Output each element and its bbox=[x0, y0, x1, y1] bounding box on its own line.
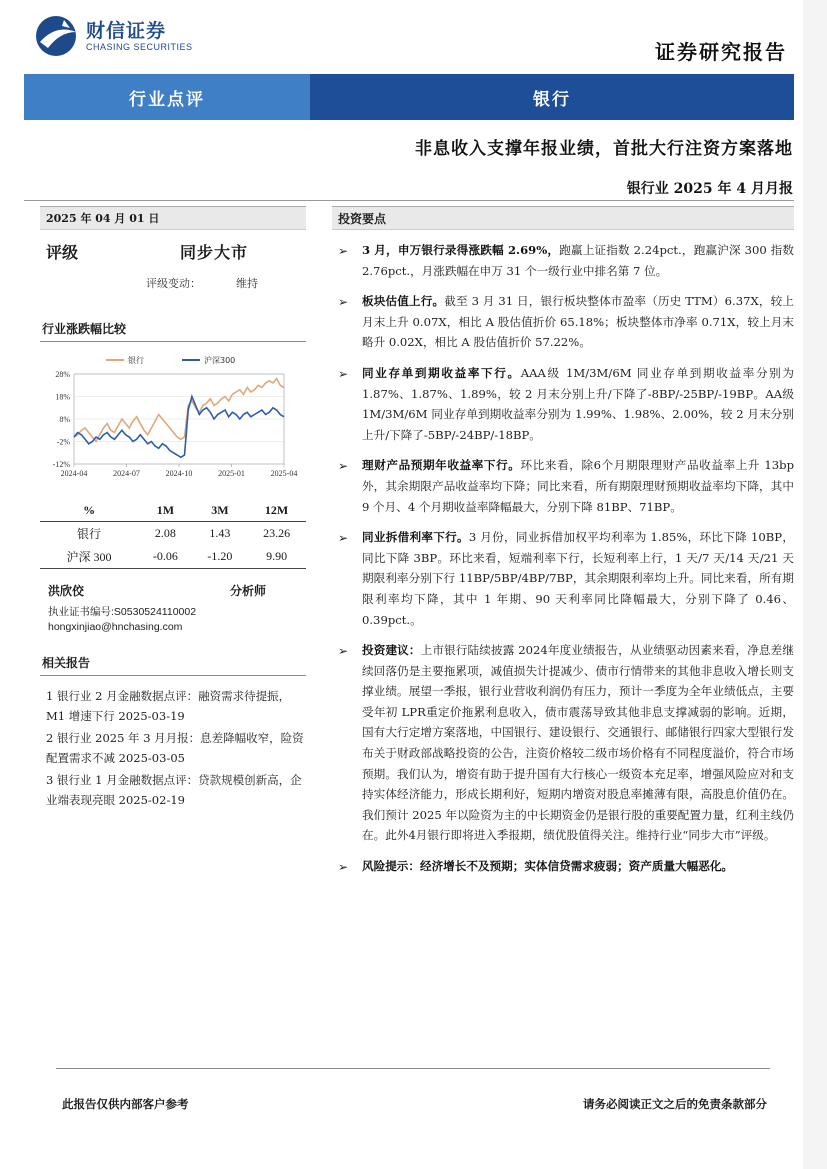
report-subline: 银行业 2025 年 4 月月报 bbox=[626, 181, 793, 197]
related-reports-list bbox=[40, 686, 306, 810]
logo-english-name: CHASING SECURITIES bbox=[86, 42, 193, 52]
banner-report-type: 行业点评 bbox=[24, 74, 310, 120]
key-point bbox=[332, 291, 794, 353]
table-cell: 23.26 bbox=[263, 526, 291, 540]
table-cell: 1.43 bbox=[209, 526, 231, 540]
chart-y-tick-label: 8% bbox=[59, 415, 70, 424]
arrow-bullet-icon: ➢ bbox=[338, 860, 349, 875]
chart-x-tick-label: 2024-07 bbox=[113, 469, 140, 478]
rating-change-row bbox=[40, 275, 306, 291]
chart-y-tick-label: -12% bbox=[52, 460, 70, 469]
related-reports-title: 相关报告 bbox=[40, 654, 306, 676]
arrow-bullet-icon: ➢ bbox=[338, 459, 349, 474]
page-edge-shade bbox=[803, 0, 827, 1169]
report-date: 2025 年 04 月 01 日 bbox=[40, 206, 306, 230]
table-header-cell: % bbox=[40, 500, 138, 522]
arrow-bullet-icon: ➢ bbox=[338, 531, 349, 546]
analyst-contact bbox=[48, 605, 306, 635]
key-points-title: 投资要点 bbox=[332, 206, 794, 230]
line-chart-svg bbox=[40, 346, 306, 486]
rating-label: 评级 bbox=[46, 243, 79, 262]
chart-section-title: 行业涨跌幅比较 bbox=[40, 320, 306, 342]
key-points-list bbox=[332, 240, 794, 877]
table-row bbox=[40, 522, 306, 546]
chart-x-tick-label: 2024-04 bbox=[60, 469, 88, 478]
rating-change-label: 评级变动： bbox=[146, 277, 201, 290]
key-point-lead: 风险提示：经济增长不及预期；实体信贷需求疲弱；资产质量大幅恶化。 bbox=[362, 859, 734, 874]
key-point bbox=[332, 856, 794, 877]
analyst-email[interactable]: hongxinjiao@hnchasing.com bbox=[48, 621, 183, 633]
key-point bbox=[332, 640, 794, 846]
analyst-block bbox=[48, 582, 306, 635]
rating-row bbox=[40, 240, 306, 263]
key-point-text: 上市银行陆续披露 2024年度业绩报告，从业绩驱动因素来看，净息差继续回落仍是主要拖累项，减值损失计提减少、债市行情带来的其他非息收入增长则支撑业绩。展望一季报，银行业营收利润仍有压力，预计一季度为全年业绩低点，主要受年初 LPR重定价拖累利息收入，债市震荡导致其他非息支撑减弱的影响。近期，国有大行定增方案落地，中国银行、建设银行、交通银行、邮储银行四家大型银行发布关于财政部战略投资的公告，注资价格较二级市场价格有不同程度溢价，符合市场预期。我们认为，增资有助于提升国有大行核心一级资本充足率，增强风险应对和支持实体经济能力，形成长期利好，短期内增资对股息率摊薄有限，高股息价值仍在。我们预计 2025 年以险资为主的中长期资金仍是银行股的重要配置力量，红利主线仍在。此外4月银行即将进入季报期，绩优股值得关注。维持行业“同步大市”评级。 bbox=[362, 643, 794, 843]
logo-chinese-name: 财信证券 bbox=[86, 20, 167, 42]
industry-performance-chart bbox=[40, 346, 306, 486]
header-divider bbox=[24, 200, 794, 201]
key-point-text: 截至 3 月 31 日，银行板块整体市盈率（历史 TTM）6.37X，较上月末上升 0.07X，相比 A 股估值折价 65.18%；板块整体市净率 0.71X，较上月末略升 0.02X，相比 A 股估值折价 57.22%。 bbox=[362, 294, 794, 350]
banner-industry: 银行 bbox=[310, 74, 794, 120]
logo-mark-icon bbox=[34, 14, 80, 58]
related-reports bbox=[40, 654, 306, 812]
arrow-bullet-icon: ➢ bbox=[338, 644, 349, 659]
chart-x-tick-label: 2025-04 bbox=[270, 469, 298, 478]
key-point-text: 跑赢上证指数 2.24pct.，跑赢沪深 300 指数 2.76pct.，月涨跌幅在申万 31 个一级行业中排名第 7 位。 bbox=[362, 243, 794, 278]
list-item[interactable]: 3 银行业 1 月金融数据点评：贷款规模创新高，企业端表现亮眼 2025-02-19 bbox=[46, 773, 302, 807]
arrow-bullet-icon: ➢ bbox=[338, 244, 349, 258]
table-row bbox=[40, 545, 306, 569]
key-point bbox=[332, 527, 794, 630]
footer-notice: 此报告仅供内部客户参考 bbox=[62, 1097, 189, 1111]
rating-value: 同步大市 bbox=[180, 243, 249, 262]
category-banner bbox=[24, 74, 794, 120]
chart-y-tick-label: 28% bbox=[55, 370, 70, 379]
key-point bbox=[332, 240, 794, 281]
list-item[interactable]: 2 银行业 2025 年 3 月月报：息差降幅收窄，险资配置需求不减 2025-03-05 bbox=[46, 731, 304, 765]
chart-legend-label: 银行 bbox=[128, 356, 144, 365]
chart-y-tick-label: 18% bbox=[55, 392, 70, 402]
table-header-row bbox=[40, 500, 306, 522]
footer-disclaimer: 请务必阅读正文之后的免责条款部分 bbox=[583, 1097, 767, 1111]
key-point-lead: 投资建议： bbox=[362, 643, 421, 658]
key-point-text: 环比来看，除6个月期限理财产品收益率上升 13bp 外，其余期限产品收益率均下降；同比来看，所有期限理财预期收益率均下降，其中 9 个月、4 个月期收益率降幅最大，分别下降 81BP、71BP。 bbox=[362, 458, 794, 514]
chart-x-tick-label: 2025-01 bbox=[218, 469, 245, 478]
chart-legend-label: 沪深300 bbox=[204, 356, 236, 365]
company-logo bbox=[34, 14, 214, 58]
arrow-bullet-icon: ➢ bbox=[338, 295, 349, 310]
table-cell: 2.08 bbox=[154, 526, 176, 540]
table-header-cell: 12M bbox=[247, 500, 306, 522]
table-header-cell: 3M bbox=[193, 500, 248, 522]
report-headline: 非息收入支撑年报业绩，首批大行注资方案落地 bbox=[415, 139, 793, 159]
table-cell: 沪深 300 bbox=[40, 545, 138, 569]
table-cell: -0.06 bbox=[138, 545, 193, 569]
key-point-text: 3 月份，同业拆借加权平均利率为 1.85%，环比下降 10BP，同比下降 3BP。环比来看，短端利率下行，长短利率上行，1 天/7 天/14 天/21 天期限利率分别下行 11BP/5BP/4BP/7BP，其余期限利率均上升。同比来看，所有期限利率均下降，其中 1 年期、90 天利率同比降幅最大，分别下降了 0.46、0.39pct.。 bbox=[362, 530, 794, 627]
key-point-text: AAA级 1M/3M/6M 同业存单到期收益率分别为 1.87%、1.87%、1.89%，较 2 月末分别上升/下降了-8BP/-25BP/-19BP。AA级 1M/3M/6M 同业存单到期收益率分别为 1.99%、1.98%、2.00%，较 2 月末分别上升/下降了-5BP/-24BP/-18BP。 bbox=[362, 365, 794, 442]
performance-table bbox=[40, 500, 306, 569]
list-item[interactable]: 1 银行业 2 月金融数据点评：融资需求待提振，M1 增速下行 2025-03-19 bbox=[46, 689, 291, 723]
analyst-name-row bbox=[48, 582, 306, 599]
key-point-lead: 同业存单到期收益率下行。 bbox=[362, 365, 521, 380]
analyst-license: 执业证书编号:S0530524110002 bbox=[48, 606, 197, 618]
chart-series-line bbox=[74, 397, 284, 458]
main-column bbox=[332, 206, 794, 887]
key-point-lead: 理财产品预期年收益率下行。 bbox=[362, 458, 521, 473]
key-point-lead: 3 月，申万银行录得涨跌幅 2.69%， bbox=[362, 243, 560, 257]
analyst-name: 洪欣佼 bbox=[48, 584, 85, 598]
chart-x-tick-label: 2024-10 bbox=[165, 469, 193, 478]
rating-change-value: 维持 bbox=[236, 277, 258, 290]
key-point bbox=[332, 455, 794, 517]
table-cell: 银行 bbox=[77, 527, 102, 541]
table-cell: -1.20 bbox=[193, 545, 248, 569]
document-type: 证券研究报告 bbox=[655, 40, 787, 64]
key-point-lead: 同业拆借利率下行。 bbox=[362, 530, 469, 545]
chart-series-line bbox=[74, 379, 284, 442]
analyst-title: 分析师 bbox=[230, 584, 267, 598]
chart-y-tick-label: -2% bbox=[56, 437, 70, 447]
left-sidebar bbox=[40, 206, 306, 291]
key-point bbox=[332, 363, 794, 445]
arrow-bullet-icon: ➢ bbox=[338, 366, 349, 381]
table-cell: 9.90 bbox=[247, 545, 306, 569]
footer-divider bbox=[56, 1068, 770, 1069]
key-point-lead: 板块估值上行。 bbox=[362, 294, 445, 309]
table-header-cell: 1M bbox=[138, 500, 193, 522]
